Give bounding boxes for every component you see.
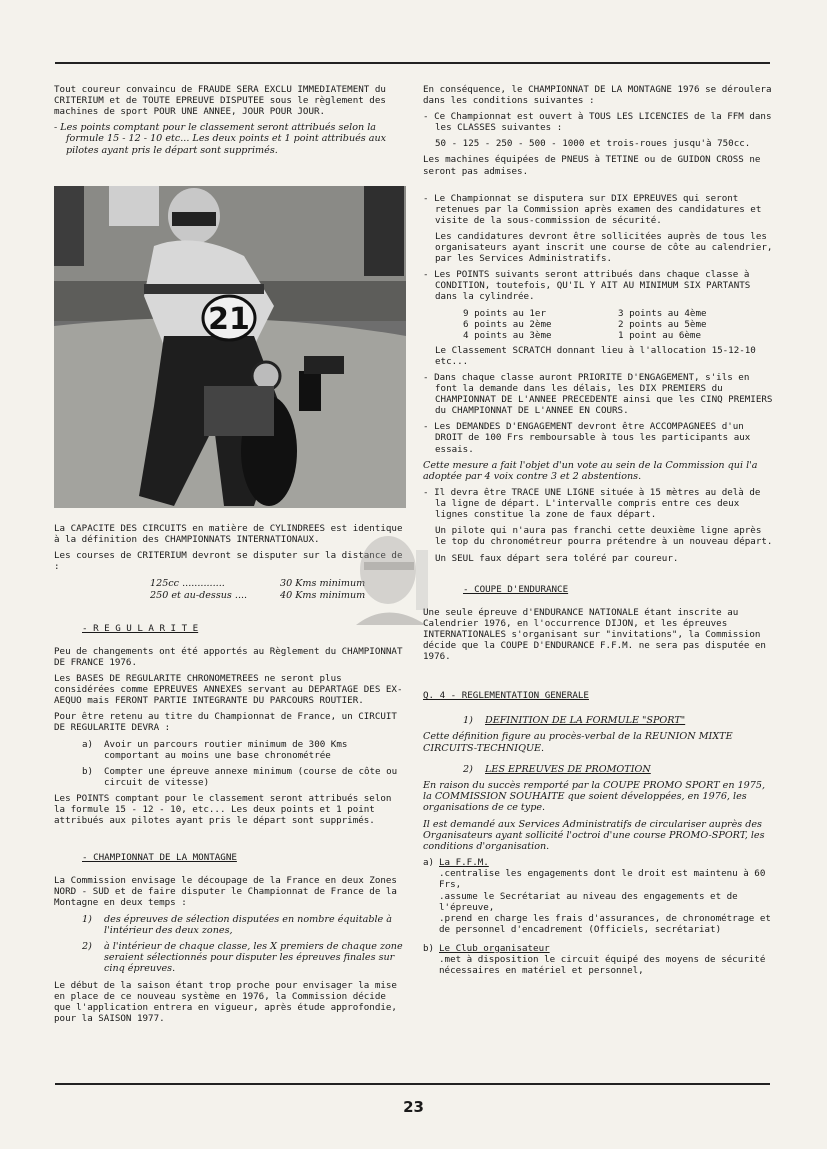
list-item: .met à disposition le circuit équipé des moyens de sécurité nécessaires en matériel et personnel, [439,954,766,977]
classes-list: 50 - 125 - 250 - 500 - 1000 et trois-roues jusqu'à 750cc. [435,138,751,150]
pilote-paragraph: Un pilote qui n'aura pas franchi cette deuxième ligne après le top du chronométreur pourra prétendre à un nouveau départ. [435,525,773,548]
ffm-list [423,868,773,935]
top-rule [55,62,770,64]
left-column-top [54,84,406,161]
definition-paragraph: Cette définition figure au procès-verbal de la REUNION MIXTE CIRCUITS-TECHNIQUE. [423,731,733,754]
ffm-heading: a) La F.F.M. [423,857,489,869]
points-column-left: 9 points au 1er 6 points au 2ème 4 points au 3ème [463,307,552,341]
promotion-paragraph-2: Il est demandé aux Services Administratifs de circulariser auprès des Organisateurs ayant sollicité l'octroi d'une course PROMO-SPORT, les conditions d'organisation. [423,818,765,853]
race-number: 21 [208,302,250,337]
page-number: 23 [403,1098,424,1116]
club-heading: b) Le Club organisateur [423,942,550,954]
mont-item-1: 1) des épreuves de sélection disputées en nombre équitable à l'intérieur des deux zones, [82,913,392,936]
bullet-licencies: - Ce Championnat est ouvert à TOUS LES LICENCIES de la FFM dans les CLASSES suivantes : [423,111,772,134]
reg-paragraph-3: Pour être retenu au titre du Championnat de France, un CIRCUIT DE REGULARITE DEVRA : [54,711,397,734]
bullet-points: - Les POINTS suivants seront attribués dans chaque classe à CONDITION, toutefois, QU'IL Y AIT AU MINIMUM SIX PARTANTS dans la cylindrée. [423,269,751,303]
criterium-paragraph: Les courses de CRITERIUM devront se disputer sur la distance de : [54,550,403,573]
club-list [423,954,773,976]
right-paragraph-1: En conséquence, le CHAMPIONNAT DE LA MONTAGNE 1976 se déroulera dans les conditions suivantes : [423,84,772,107]
capacite-paragraph: La CAPACITE DES CIRCUITS en matière de CYLINDREES est identique à la définition des CHAMPIONNATS INTERNATIONAUX. [54,523,403,546]
bullet-engagement: - Les DEMANDES D'ENGAGEMENT devront être ACCOMPAGNEES d'un DROIT de 100 Frs remboursable à tous les participants aux essais. [423,421,751,455]
points-column-right: 3 points au 4ème 2 points au 5ème 1 point au 6ème [618,307,707,341]
motorcycle-racer-photo [54,186,406,508]
reg-item-a: a) Avoir un parcours routier minimum de 300 Kms comportant au moins une base chronométrée [82,738,348,761]
points-note: - Les points comptant pour le classement seront attribués selon la formule 15 - 12 - 10 etc... Les deux points et 1 point attribués aux pilotes ayant pris le départ sont supprimés. [54,122,387,156]
reg-item-b: b) Compter une épreuve annexe minimum (course de côte ou circuit de vitesse) [82,765,398,788]
intro-paragraph: Tout coureur convaincu de FRAUDE SERA EXCLU IMMEDIATEMENT du CRITERIUM et de TOUTE EPREUVE DISPUTEE sous le règlement des machines de sport POUR UNE ANNEE, JOUR POUR JOUR. [54,84,386,118]
q4-heading: Q. 4 - REGLEMENTATION GENERALE [423,690,589,702]
distance-row: 125cc .............. 30 Kms minimum [150,578,366,590]
mont-paragraph-1: La Commission envisage le découpage de la France en deux Zones NORD - SUD et de faire disputer le Championnat de France de la Montagne en deux temps : [54,875,397,909]
list-item: .assume le Secrétariat au niveau des engagements et de l'épreuve, [439,890,738,913]
points-table [463,308,773,341]
list-item: .centralise les engagements dont le droit est maintenu à 60 Frs, [439,868,766,891]
bullet-ligne: - Il devra être TRACE UNE LIGNE située à 15 mètres au delà de la ligne de départ. L'intervalle compris entre ces deux lignes constitue la zone de faux départ. [423,487,761,521]
mont-item-2: 2) à l'intérieur de chaque classe, les X premiers de chaque zone seraient sélectionnés pour disputer les épreuves finales sur cinq épreuves. [82,940,403,975]
promotion-heading: 2) LES EPREUVES DE PROMOTION [463,763,651,775]
mont-paragraph-2: Le début de la saison étant trop proche pour envisager la mise en place de ce nouveau système en 1976, la Commission décide que l'application entrera en vigueur, après étude approfondie, pour la SAISON 1977. [54,979,397,1024]
montagne-heading: - CHAMPIONNAT DE LA MONTAGNE [82,852,237,864]
definition-heading: 1) DEFINITION DE LA FORMULE "SPORT" [463,715,686,727]
vote-note: Cette mesure a fait l'objet d'un vote au sein de la Commission qui l'a adoptée par 4 voix contre 3 et 2 abstentions. [423,459,758,482]
promotion-paragraph-1: En raison du succès remporté par la COUPE PROMO SPORT en 1975, la COMMISSION SOUHAITE que soient développées, en 1976, les organisations de ce type. [423,780,766,814]
bullet-dix-epreuves: - Le Championnat se disputera sur DIX EPREUVES qui seront retenues par la Commission après examen des candidatures et visite de la sous-commission de sécurité. [423,192,762,226]
right-column [423,84,773,976]
regularite-heading: - R E G U L A R I T E [82,622,199,634]
candidatures-paragraph: Les candidatures devront être sollicitées auprès de tous les organisateurs ayant inscrit une course de côte au calendrier, par les Services Administratifs. [435,230,773,265]
reg-paragraph-2: Les BASES DE REGULARITE CHRONOMETREES ne seront plus considérées comme EPREUVES ANNEXES servant au DEPARTAGE DES EX-AEQUO mais FERONT PARTIE INTEGRANTE DU PARCOURS ROUTIER. [54,673,403,707]
scratch-paragraph: Le Classement SCRATCH donnant lieu à l'allocation 15-12-10 etc... [435,344,756,367]
pneus-paragraph: Les machines équipées de PNEUS à TETINE ou de GUIDON CROSS ne seront pas admises. [423,154,761,177]
distance-row: 250 et au-dessus .... 40 Kms minimum [150,589,366,601]
bottom-rule [55,1083,770,1085]
faux-depart-paragraph: Un SEUL faux départ sera toléré par coureur. [435,552,679,564]
list-item: .prend en charge les frais d'assurances, de chronométrage et de personnel d'encadrement (Officiels, secrétariat) [439,912,771,935]
reg-paragraph-1: Peu de changements ont été apportés au Règlement du CHAMPIONNAT DE FRANCE 1976. [54,645,403,668]
endurance-heading: - COUPE D'ENDURANCE [463,583,569,595]
bullet-priorite: - Dans chaque classe auront PRIORITE D'ENGAGEMENT, s'ils en font la demande dans les délais, les DIX PREMIERS du CHAMPIONNAT DE L'ANNEE PRECEDENTE ainsi que les CINQ PREMIERS du CHAMPIONNAT DE L'ANNEE EN COURS. [423,371,773,417]
endurance-paragraph: Une seule épreuve d'ENDURANCE NATIONALE étant inscrite au Calendrier 1976, en l'occurrence DIJON, et les épreuves INTERNATIONALES s'organisant sur "invitations", la Commission décide que la COUPE D'ENDURANCE F.F.M. ne sera pas disputée en 1976. [423,606,766,663]
reg-paragraph-4: Les POINTS comptant pour le classement seront attribués selon la formule 15 - 12 - 10, etc... Les deux points et 1 point attribués aux pilotes ayant pris le départ sont supprimés. [54,792,392,827]
